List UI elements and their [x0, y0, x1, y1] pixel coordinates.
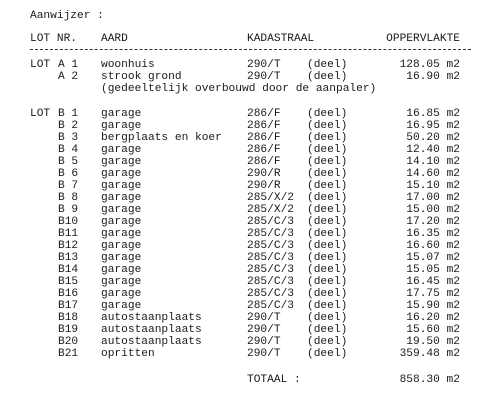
total-row — [0, 374, 502, 387]
row-oppervlakte: 16.90 m2 — [406, 71, 460, 83]
row-deel: (deel) — [307, 300, 348, 312]
row-oppervlakte: 17.00 m2 — [406, 192, 460, 204]
table-row — [0, 144, 502, 156]
row-deel: (deel) — [307, 348, 348, 360]
row-deel: (deel) — [307, 71, 348, 83]
row-code: B10 — [58, 216, 79, 228]
row-code: B21 — [58, 348, 79, 360]
row-aard: garage — [101, 252, 142, 264]
table-row — [0, 348, 502, 360]
row-oppervlakte: 128.05 m2 — [399, 59, 460, 71]
row-aard: opritten — [101, 348, 155, 360]
row-code: B15 — [58, 276, 79, 288]
header-oppervlakte: OPPERVLAKTE — [386, 33, 460, 45]
row-code: B 5 — [58, 156, 79, 168]
row-kadastraal: 285/X/2 — [247, 192, 294, 204]
row-kadastraal: 290/T — [247, 312, 281, 324]
row-deel: (deel) — [307, 168, 348, 180]
row-aard: autostaanplaats — [101, 336, 202, 348]
row-kadastraal: 285/C/3 — [247, 240, 294, 252]
table-row-note — [0, 83, 502, 95]
row-kadastraal: 285/C/3 — [247, 264, 294, 276]
row-code: B13 — [58, 252, 79, 264]
row-aard: bergplaats en koer — [101, 132, 222, 144]
row-deel: (deel) — [307, 288, 348, 300]
row-kadastraal: 290/T — [247, 348, 281, 360]
row-aard: garage — [101, 204, 142, 216]
row-aard: garage — [101, 108, 142, 120]
table-row — [0, 180, 502, 192]
row-aard: autostaanplaats — [101, 324, 202, 336]
row-kadastraal: 286/F — [247, 120, 281, 132]
header-lot-nr: LOT NR. — [30, 33, 77, 45]
table-row — [0, 276, 502, 288]
row-code: B19 — [58, 324, 79, 336]
row-oppervlakte: 14.10 m2 — [406, 156, 460, 168]
row-deel: (deel) — [307, 132, 348, 144]
header-divider — [30, 49, 471, 50]
table-row — [0, 252, 502, 264]
row-oppervlakte: 16.20 m2 — [406, 312, 460, 324]
row-oppervlakte: 15.10 m2 — [406, 180, 460, 192]
row-lot: LOT — [30, 59, 51, 71]
row-code: B18 — [58, 312, 79, 324]
row-deel: (deel) — [307, 312, 348, 324]
table-row — [0, 312, 502, 324]
row-kadastraal: 290/R — [247, 168, 281, 180]
table-row — [0, 120, 502, 132]
row-deel: (deel) — [307, 240, 348, 252]
row-aard: autostaanplaats — [101, 312, 202, 324]
row-code: B 1 — [58, 108, 79, 120]
row-aard: garage — [101, 264, 142, 276]
row-aard: garage — [101, 300, 142, 312]
row-kadastraal: 286/F — [247, 108, 281, 120]
row-deel: (deel) — [307, 228, 348, 240]
row-aard: garage — [101, 156, 142, 168]
row-deel: (deel) — [307, 192, 348, 204]
header-kadastraal: KADASTRAAL — [247, 33, 315, 45]
row-deel: (deel) — [307, 252, 348, 264]
row-code: B20 — [58, 336, 79, 348]
row-code: B11 — [58, 228, 79, 240]
row-note: (gedeeltelijk overbouwd door de aanpaler) — [101, 83, 377, 95]
row-oppervlakte: 17.20 m2 — [406, 216, 460, 228]
row-oppervlakte: 16.45 m2 — [406, 276, 460, 288]
row-kadastraal: 290/R — [247, 180, 281, 192]
row-kadastraal: 285/C/3 — [247, 276, 294, 288]
row-oppervlakte: 15.05 m2 — [406, 264, 460, 276]
row-deel: (deel) — [307, 108, 348, 120]
row-kadastraal: 286/F — [247, 132, 281, 144]
row-aard: garage — [101, 144, 142, 156]
row-oppervlakte: 15.07 m2 — [406, 252, 460, 264]
table-row — [0, 300, 502, 312]
row-oppervlakte: 359.48 m2 — [399, 348, 460, 360]
row-kadastraal: 290/T — [247, 59, 281, 71]
row-deel: (deel) — [307, 336, 348, 348]
row-deel: (deel) — [307, 216, 348, 228]
row-kadastraal: 285/C/3 — [247, 300, 294, 312]
table-row — [0, 168, 502, 180]
row-aard: garage — [101, 120, 142, 132]
table-row — [0, 71, 502, 83]
row-kadastraal: 290/T — [247, 71, 281, 83]
row-oppervlakte: 15.00 m2 — [406, 204, 460, 216]
table-row — [0, 108, 502, 120]
row-oppervlakte: 14.60 m2 — [406, 168, 460, 180]
row-code: A 1 — [58, 59, 79, 71]
row-deel: (deel) — [307, 324, 348, 336]
row-deel: (deel) — [307, 144, 348, 156]
row-deel: (deel) — [307, 276, 348, 288]
row-aard: woonhuis — [101, 59, 155, 71]
row-aard: garage — [101, 228, 142, 240]
row-code: B 9 — [58, 204, 79, 216]
row-kadastraal: 286/F — [247, 144, 281, 156]
row-code: B12 — [58, 240, 79, 252]
table-row — [0, 192, 502, 204]
table-row — [0, 204, 502, 216]
total-label: TOTAAL : — [247, 374, 301, 386]
row-oppervlakte: 17.75 m2 — [406, 288, 460, 300]
row-code: B 3 — [58, 132, 79, 144]
total-value: 858.30 m2 — [399, 374, 460, 386]
table-row — [0, 288, 502, 300]
row-deel: (deel) — [307, 204, 348, 216]
row-code: A 2 — [58, 71, 79, 83]
table-row — [0, 216, 502, 228]
row-deel: (deel) — [307, 156, 348, 168]
row-kadastraal: 285/X/2 — [247, 204, 294, 216]
row-aard: garage — [101, 180, 142, 192]
table-row — [0, 59, 502, 71]
row-oppervlakte: 15.60 m2 — [406, 324, 460, 336]
row-kadastraal: 286/F — [247, 156, 281, 168]
table-row — [0, 336, 502, 348]
row-oppervlakte: 16.35 m2 — [406, 228, 460, 240]
row-deel: (deel) — [307, 59, 348, 71]
row-kadastraal: 285/C/3 — [247, 228, 294, 240]
row-lot: LOT — [30, 108, 51, 120]
row-code: B 2 — [58, 120, 79, 132]
table-header — [0, 33, 502, 46]
row-aard: garage — [101, 192, 142, 204]
row-code: B17 — [58, 300, 79, 312]
row-aard: garage — [101, 168, 142, 180]
row-code: B16 — [58, 288, 79, 300]
table-row — [0, 156, 502, 168]
row-code: B 4 — [58, 144, 79, 156]
row-oppervlakte: 50.20 m2 — [406, 132, 460, 144]
row-deel: (deel) — [307, 120, 348, 132]
row-aard: strook grond — [101, 71, 182, 83]
row-aard: garage — [101, 240, 142, 252]
table-row — [0, 228, 502, 240]
row-oppervlakte: 15.90 m2 — [406, 300, 460, 312]
row-oppervlakte: 16.85 m2 — [406, 108, 460, 120]
row-kadastraal: 285/C/3 — [247, 252, 294, 264]
row-code: B14 — [58, 264, 79, 276]
row-aard: garage — [101, 276, 142, 288]
row-oppervlakte: 19.50 m2 — [406, 336, 460, 348]
header-aard: AARD — [101, 33, 128, 45]
document-title: Aanwijzer : — [30, 10, 104, 22]
row-code: B 7 — [58, 180, 79, 192]
table-row — [0, 132, 502, 144]
row-kadastraal: 290/T — [247, 336, 281, 348]
row-oppervlakte: 16.95 m2 — [406, 120, 460, 132]
row-code: B 6 — [58, 168, 79, 180]
row-oppervlakte: 16.60 m2 — [406, 240, 460, 252]
row-deel: (deel) — [307, 264, 348, 276]
row-aard: garage — [101, 288, 142, 300]
table-row — [0, 324, 502, 336]
row-kadastraal: 285/C/3 — [247, 216, 294, 228]
row-kadastraal: 285/C/3 — [247, 288, 294, 300]
row-code: B 8 — [58, 192, 79, 204]
row-kadastraal: 290/T — [247, 324, 281, 336]
table-row — [0, 240, 502, 252]
row-aard: garage — [101, 216, 142, 228]
table-row — [0, 264, 502, 276]
row-deel: (deel) — [307, 180, 348, 192]
row-oppervlakte: 12.40 m2 — [406, 144, 460, 156]
